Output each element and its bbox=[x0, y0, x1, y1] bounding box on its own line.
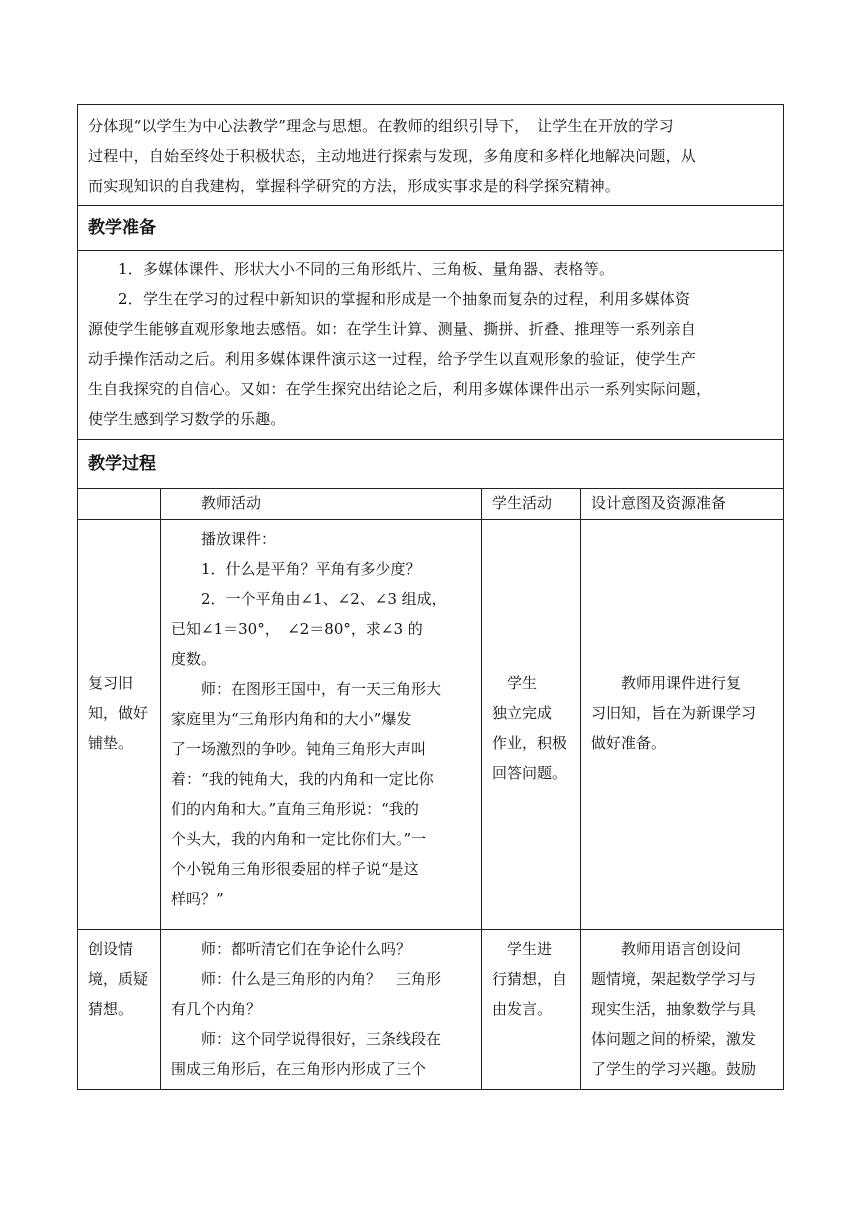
teacher-line: 围成三角形后，在三角形内形成了三个 bbox=[171, 1060, 427, 1078]
prep-item-2-line: 动手操作活动之后。利用多媒体课件演示这一过程，给予学生以直观形象的验证，使学生产 bbox=[88, 350, 697, 368]
student-line: 独立完成 bbox=[492, 704, 553, 722]
design-line: 教师用课件进行复 bbox=[591, 674, 742, 692]
teacher-line: 师：这个同学说得很好，三条线段在 bbox=[201, 1030, 442, 1048]
design-intent-cell bbox=[580, 929, 784, 1090]
student-line: 行猜想，自 bbox=[492, 970, 568, 988]
column-header-teacher: 教师活动 bbox=[160, 488, 482, 520]
student-activity-cell bbox=[481, 519, 581, 930]
teacher-line: 家庭里为“三角形内角和的大小”爆发 bbox=[171, 710, 412, 728]
teacher-line: 师：都听清它们在争论什么吗？ bbox=[201, 940, 412, 958]
teacher-line: 已知∠1＝30°， ∠2＝80°，求∠3 的 bbox=[171, 620, 423, 638]
design-line: 做好准备。 bbox=[591, 734, 667, 752]
column-header-student: 学生活动 bbox=[481, 488, 581, 520]
teacher-line: 师：什么是三角形的内角？ 三角形 bbox=[201, 970, 442, 988]
stage-cell bbox=[77, 519, 161, 930]
student-line: 回答问题。 bbox=[492, 764, 568, 782]
teacher-activity-cell bbox=[160, 929, 482, 1090]
prep-item-2-line: 生自我探究的自信心。又如：在学生探究出结论之后，利用多媒体课件出示一系列实际问题， bbox=[88, 380, 712, 398]
teacher-line: 个头大，我的内角和一定比你们大。”一 bbox=[171, 830, 427, 848]
column-header-stage bbox=[77, 488, 161, 520]
process-table bbox=[77, 488, 784, 1090]
process-heading-row bbox=[77, 439, 784, 489]
design-line: 了学生的学习兴趣。鼓励 bbox=[591, 1060, 757, 1078]
design-line: 教师用语言创设问 bbox=[591, 940, 742, 958]
teacher-line: 了一场激烈的争吵。钝角三角形大声叫 bbox=[171, 740, 427, 758]
intro-section bbox=[77, 104, 784, 206]
teacher-line: 个小锐角三角形很委屈的样子说“是这 bbox=[171, 860, 419, 878]
teacher-line: 有几个内角？ bbox=[171, 1000, 262, 1018]
teacher-line: 2．一个平角由∠1、∠2、∠3 组成， bbox=[201, 590, 447, 608]
design-intent-cell bbox=[580, 519, 784, 930]
teacher-line: 样吗？” bbox=[171, 890, 224, 908]
process-heading: 教学过程 bbox=[88, 454, 156, 474]
stage-line: 复习旧 bbox=[88, 674, 134, 692]
intro-line: 分体现“以学生为中心法教学”理念与思想。在教师的组织引导下， 让学生在开放的学习 bbox=[88, 117, 674, 135]
stage-line: 知，做好 bbox=[88, 704, 149, 722]
student-line: 由发言。 bbox=[492, 1000, 553, 1018]
intro-line: 过程中，自始至终处于积极状态，主动地进行探索与发现，多角度和多样化地解决问题，从 bbox=[88, 147, 697, 165]
teacher-line: 们的内角和大。”直角三角形说：“我的 bbox=[171, 800, 419, 818]
teacher-line: 播放课件： bbox=[201, 530, 277, 548]
student-activity-cell bbox=[481, 929, 581, 1090]
design-line: 习旧知，旨在为新课学习 bbox=[591, 704, 757, 722]
student-line: 学生进 bbox=[492, 940, 553, 958]
teacher-line: 师：在图形王国中，有一天三角形大 bbox=[201, 680, 442, 698]
column-header-design: 设计意图及资源准备 bbox=[580, 488, 784, 520]
teacher-line: 1．什么是平角？平角有多少度？ bbox=[201, 560, 421, 578]
prep-item-2-line: 源使学生能够直观形象地去感悟。如：在学生计算、测量、撕拼、折叠、推理等一系列亲自 bbox=[88, 320, 697, 338]
design-line: 现实生活，抽象数学与具 bbox=[591, 1000, 757, 1018]
stage-line: 境，质疑 bbox=[88, 970, 149, 988]
student-line: 作业，积极 bbox=[492, 734, 568, 752]
design-line: 体问题之间的桥梁，激发 bbox=[591, 1030, 757, 1048]
stage-line: 创设情 bbox=[88, 940, 134, 958]
teacher-line: 着：“我的钝角大，我的内角和一定比你 bbox=[171, 770, 434, 788]
prep-heading-row bbox=[77, 205, 784, 251]
prep-item-2-line: 使学生感到学习数学的乐趣。 bbox=[88, 410, 286, 428]
teacher-line: 度数。 bbox=[171, 650, 217, 668]
intro-line: 而实现知识的自我建构，掌握科学研究的方法，形成实事求是的科学探究精神。 bbox=[88, 177, 621, 195]
prep-item-1: 1．多媒体课件、形状大小不同的三角形纸片、三角板、量角器、表格等。 bbox=[118, 260, 615, 278]
teacher-activity-cell bbox=[160, 519, 482, 930]
stage-line: 猜想。 bbox=[88, 1000, 134, 1018]
prep-item-2-line: 2．学生在学习的过程中新知识的掌握和形成是一个抽象而复杂的过程，利用多媒体资 bbox=[118, 290, 691, 308]
student-line: 学生 bbox=[492, 674, 538, 692]
prep-heading: 教学准备 bbox=[88, 218, 156, 238]
stage-cell bbox=[77, 929, 161, 1090]
stage-line: 铺垫。 bbox=[88, 734, 134, 752]
design-line: 题情境，架起数学学习与 bbox=[591, 970, 757, 988]
prep-content bbox=[77, 250, 784, 440]
